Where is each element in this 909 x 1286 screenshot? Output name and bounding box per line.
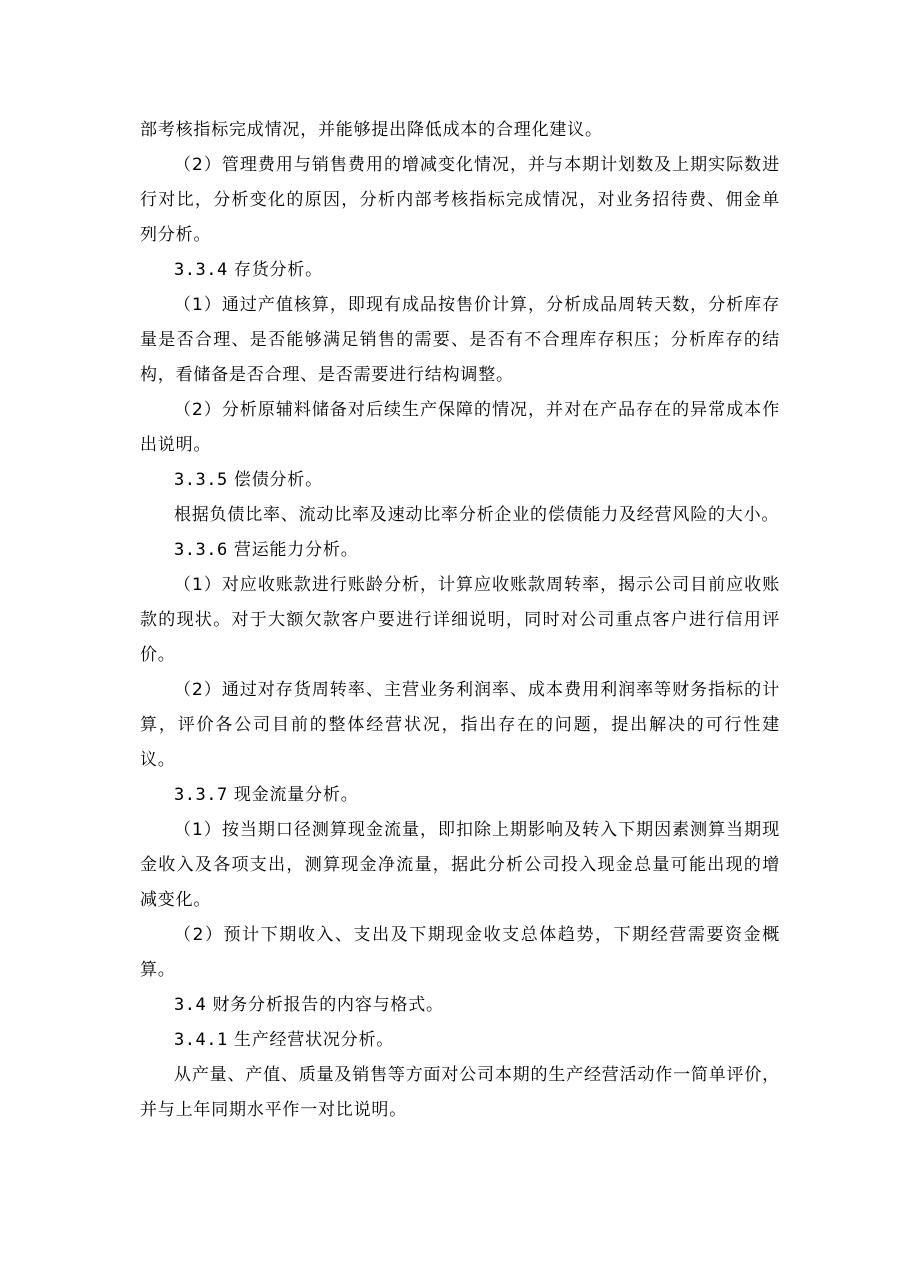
paragraph-solvency: 根据负债比率、流动比率及速动比率分析企业的偿债能力及经营风险的大小。 <box>174 505 780 525</box>
section-title: 偿债分析。 <box>233 470 323 490</box>
section-title: 现金流量分析。 <box>233 785 359 805</box>
section-heading-3-3-4 <box>140 253 780 288</box>
paragraph-inventory-1: （1）通过产值核算，即现有成品按售价计算，分析成品周转天数，分析库存量是否合理、是否能够满足销售的需要、是否有不合理库存积压；分析库存的结构，看储备是否合理、是否需要进行结构调整。 <box>140 295 780 385</box>
paragraph-cashflow-2: （2）预计下期收入、支出及下期现金收支总体趋势，下期经营需要资金概算。 <box>140 925 780 980</box>
section-number: 3.3.7 <box>174 785 228 805</box>
section-number: 3.3.4 <box>174 260 228 280</box>
section-number: 3.4.1 <box>174 1030 228 1050</box>
section-title: 财务分析报告的内容与格式。 <box>212 995 444 1015</box>
paragraph-operating-2: （2）通过对存货周转率、主营业务利润率、成本费用利润率等财务指标的计算，评价各公司目前的整体经营状况，指出存在的问题，提出解决的可行性建议。 <box>140 680 780 770</box>
paragraph-operating-1: （1）对应收账款进行账龄分析，计算应收账款周转率，揭示公司目前应收账款的现状。对于大额欠款客户要进行详细说明，同时对公司重点客户进行信用评价。 <box>140 575 780 665</box>
paragraph-inventory-2: （2）分析原辅料储备对后续生产保障的情况，并对在产品存在的异常成本作出说明。 <box>140 400 780 455</box>
section-title: 存货分析。 <box>233 260 323 280</box>
section-heading-3-4-1 <box>140 1023 780 1058</box>
paragraph-production-overview: 从产量、产值、质量及销售等方面对公司本期的生产经营活动作一简单评价，并与上年同期水平作一对比说明。 <box>140 1065 780 1120</box>
section-heading-3-3-5 <box>140 463 780 498</box>
section-number: 3.3.6 <box>174 540 228 560</box>
section-number: 3.3.5 <box>174 470 228 490</box>
section-title: 营运能力分析。 <box>233 540 359 560</box>
section-heading-3-4 <box>140 988 780 1023</box>
section-title: 生产经营状况分析。 <box>233 1030 395 1050</box>
section-number: 3.4 <box>174 995 207 1015</box>
section-heading-3-3-7 <box>140 778 780 813</box>
document-body <box>140 113 780 1128</box>
paragraph-cashflow-1: （1）按当期口径测算现金流量，即扣除上期影响及转入下期因素测算当期现金收入及各项支出，测算现金净流量，据此分析公司投入现金总量可能出现的增减变化。 <box>140 820 780 910</box>
paragraph-continuation: 部考核指标完成情况，并能够提出降低成本的合理化建议。 <box>140 120 603 140</box>
section-heading-3-3-6 <box>140 533 780 568</box>
paragraph-admin-sales-expenses: （2）管理费用与销售费用的增减变化情况，并与本期计划数及上期实际数进行对比，分析变化的原因，分析内部考核指标完成情况，对业务招待费、佣金单列分析。 <box>140 155 780 245</box>
